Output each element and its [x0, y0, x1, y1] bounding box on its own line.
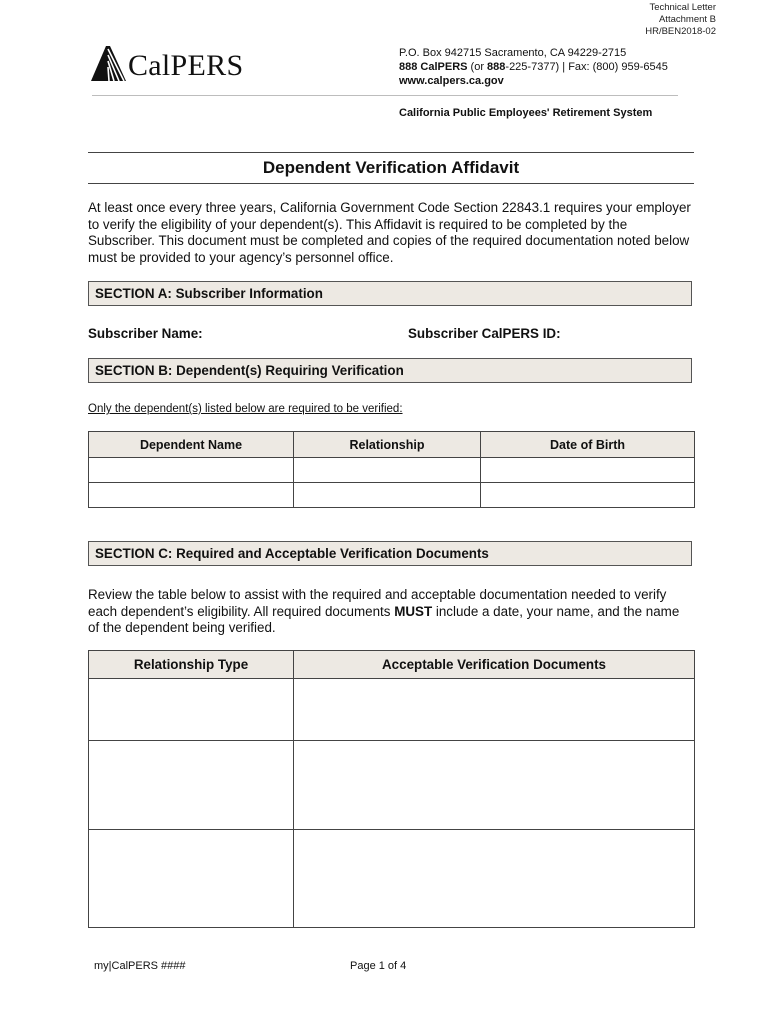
phone-bold-1: 888 CalPERS: [399, 61, 468, 73]
acceptable-documents-cell: [294, 830, 695, 928]
calpers-logo-icon: [88, 44, 128, 84]
section-a-heading: SECTION A: Subscriber Information: [88, 281, 692, 306]
logo-wordmark: CalPERS: [128, 49, 244, 82]
document-reference: [645, 2, 716, 38]
column-header-relationship-type: Relationship Type: [89, 651, 294, 679]
title-rule-bottom: [88, 183, 694, 184]
header-divider: [92, 95, 678, 96]
dependent-name-cell[interactable]: [89, 483, 294, 508]
section-c-emphasis: MUST: [394, 603, 433, 619]
date-of-birth-cell[interactable]: [481, 483, 695, 508]
intro-paragraph: At least once every three years, California Government Code Section 22843.1 requires your employer to verify the eligibility of your dependent(s). This Affidavit is required to be completed by the Subscriber. This document must be completed and copies of the required documentation noted below must be provided to your agency’s personnel office.: [88, 200, 691, 266]
table-row: [89, 483, 695, 508]
section-c-paragraph: [88, 587, 694, 637]
title-rule-top: [88, 152, 694, 153]
phone-rest: -225-7377) | Fax: (800) 959-6545: [505, 61, 668, 73]
reference-line-2: Attachment B: [658, 14, 716, 25]
section-b-note: Only the dependent(s) listed below are required to be verified:: [88, 403, 403, 415]
subscriber-name-label: Subscriber Name:: [88, 326, 203, 341]
relationship-type-cell: [89, 741, 294, 830]
acceptable-documents-cell: [294, 679, 695, 741]
table-header-row: [89, 651, 695, 679]
address-line: P.O. Box 942715 Sacramento, CA 94229-2715: [399, 47, 627, 59]
section-c-text-1: Review the table below to assist with the required and acceptable documentation needed to verify each dependent’s eligibility. All required documents: [88, 587, 667, 619]
phone-line: [399, 60, 668, 74]
reference-line-3: HR/BEN2018-02: [645, 26, 716, 37]
table-row: [89, 830, 695, 928]
footer-page-number: Page 1 of 4: [350, 960, 407, 972]
phone-mid: (or: [467, 61, 488, 73]
relationship-cell[interactable]: [294, 483, 481, 508]
verification-documents-table: [88, 650, 695, 928]
section-c-text-2: include a date, your name, and the name of the dependent being verified.: [88, 603, 680, 636]
column-header-acceptable-documents: Acceptable Verification Documents: [294, 651, 695, 679]
section-b-heading: SECTION B: Dependent(s) Requiring Verification: [88, 358, 692, 383]
dependents-table: [88, 431, 695, 508]
column-header-date-of-birth: Date of Birth: [481, 432, 695, 458]
contact-info: [399, 46, 668, 88]
section-c-heading: SECTION C: Required and Acceptable Verification Documents: [88, 541, 692, 566]
reference-line-1: Technical Letter: [649, 2, 716, 13]
column-header-dependent-name: Dependent Name: [89, 432, 294, 458]
subscriber-id-label: Subscriber CalPERS ID:: [408, 326, 561, 341]
acceptable-documents-cell: [294, 741, 695, 830]
relationship-type-cell: [89, 830, 294, 928]
website-link[interactable]: www.calpers.ca.gov: [399, 75, 504, 87]
table-row: [89, 458, 695, 483]
dependent-name-cell[interactable]: [89, 458, 294, 483]
table-row: [89, 741, 695, 830]
table-row: [89, 679, 695, 741]
system-name: California Public Employees' Retirement System: [399, 107, 653, 119]
table-header-row: [89, 432, 695, 458]
column-header-relationship: Relationship: [294, 432, 481, 458]
relationship-type-cell: [89, 679, 294, 741]
phone-bold-2: 888: [487, 61, 506, 73]
footer-form-id: my|CalPERS ####: [94, 960, 186, 972]
page-title: Dependent Verification Affidavit: [262, 158, 520, 177]
calpers-logo: [88, 44, 253, 86]
relationship-cell[interactable]: [294, 458, 481, 483]
date-of-birth-cell[interactable]: [481, 458, 695, 483]
